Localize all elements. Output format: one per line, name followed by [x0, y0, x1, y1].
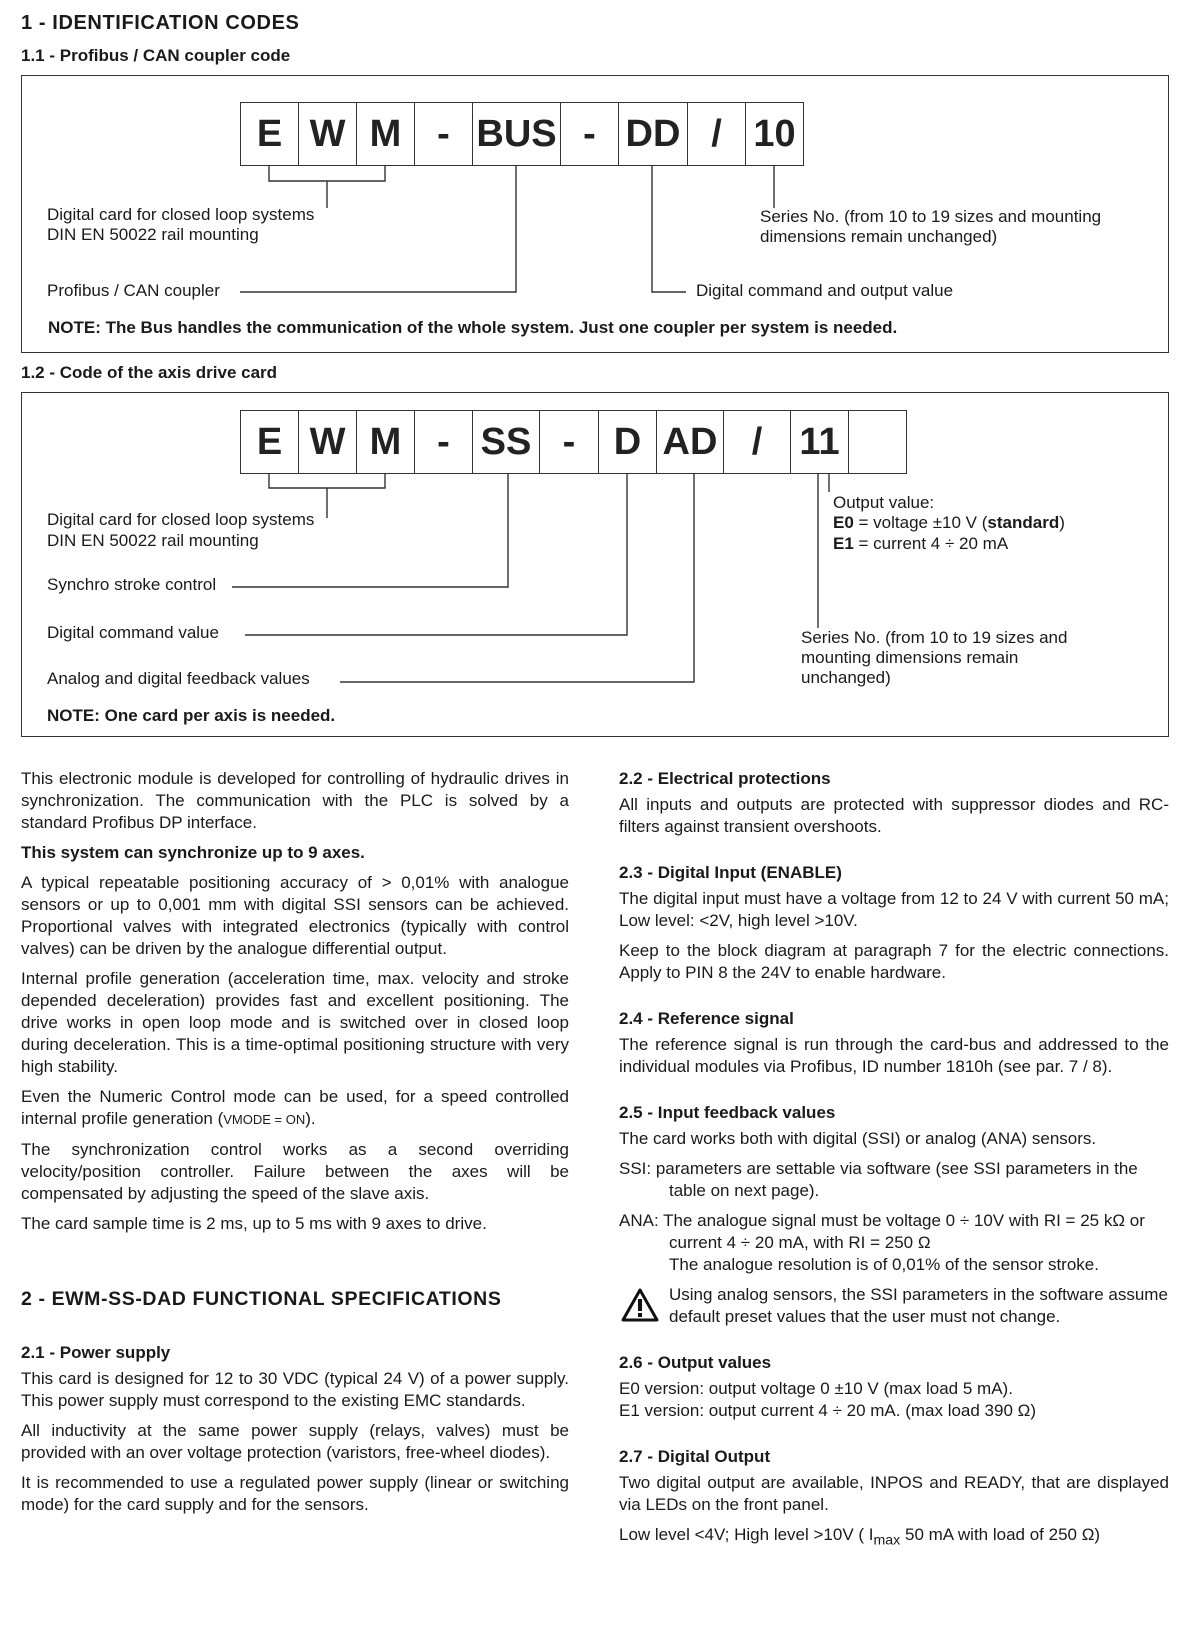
digital-output-levels: Low level <4V; High level >10V ( $I_{max}$ 50 mA with load of 250 Ω): [619, 1525, 1101, 1549]
subsection-1-1-title: 1.1 - Profibus / CAN coupler code: [21, 46, 291, 65]
code-cell: SS: [472, 410, 540, 474]
accuracy-paragraph: A typical repeatable positioning accuracy of > 0,01% with analogue sensors or up to 0,001 mm with digital SSI sensors can be achieved. Proportional valves with integrated electronics (typically with control valves) can be driven by the analogue differential output.: [21, 873, 569, 958]
section-2-3-title: 2.3 - Digital Input (ENABLE): [619, 863, 842, 882]
profile-paragraph: Internal profile generation (acceleration time, max. velocity and stroke depended deceleration) provides fast and excellent positioning. The drive works in open loop mode and is switched over in closed loop during deceleration. This is a time-optimal positioning structure with very high stability.: [21, 969, 569, 1076]
label-digital-card: Digital card for closed loop systems: [47, 205, 315, 224]
code-cell: 10: [745, 102, 804, 166]
label-series-no: Series No. (from 10 to 19 sizes and mounting: [760, 207, 1102, 226]
section-2-2-title: 2.2 - Electrical protections: [619, 769, 831, 788]
section-2-7-title: 2.7 - Digital Output: [619, 1447, 771, 1466]
numeric-control-paragraph: Even the Numeric Control mode can be used, for a speed controlled internal profile generation (VMODE = ON).: [21, 1087, 569, 1128]
synchro-paragraph: The synchronization control works as a second overriding velocity/position controller. Failure between the axes will be compensated by adjusting the speed of the slave axis.: [21, 1140, 569, 1203]
label-series-no-cont: mounting dimensions remain: [801, 648, 1019, 667]
code-cell: 11: [790, 410, 849, 474]
feedback-paragraph: The card works both with digital (SSI) or analog (ANA) sensors.: [619, 1129, 1097, 1148]
label-command-output: Digital command and output value: [696, 281, 954, 300]
protections-paragraph: All inputs and outputs are protected with suppressor diodes and RC-filters against transient overshoots.: [619, 795, 1169, 836]
section-2-6-title: 2.6 - Output values: [619, 1353, 772, 1372]
label-profibus-coupler: Profibus / CAN coupler: [47, 281, 220, 300]
code-cell: -: [414, 102, 473, 166]
axes-highlight: This system can synchronize up to 9 axes.: [21, 843, 365, 862]
warning-text: Using analog sensors, the SSI parameters in the software assume default preset values that the user must not change.: [669, 1285, 1168, 1326]
section-2-title: 2 - EWM-SS-DAD FUNCTIONAL SPECIFICATIONS: [21, 1288, 502, 1310]
warning-triangle-icon: [621, 1288, 659, 1322]
label-rail-mounting: DIN EN 50022 rail mounting: [47, 225, 259, 244]
digital-output-paragraph: Two digital output are available, INPOS and READY, that are displayed via LEDs on the front panel.: [619, 1473, 1169, 1514]
output-e1-line: E1 version: output current 4 ÷ 20 mA. (max load 390 Ω): [619, 1401, 1037, 1420]
left-column: [21, 768, 569, 1243]
note-one-card: NOTE: One card per axis is needed.: [47, 706, 336, 725]
code-cell: -: [414, 410, 473, 474]
label-feedback-values: Analog and digital feedback values: [47, 669, 310, 688]
note-bus: NOTE: The Bus handles the communication of the whole system. Just one coupler per system is needed.: [48, 318, 898, 337]
ana-resolution: The analogue resolution is of 0,01% of the sensor stroke.: [669, 1255, 1099, 1274]
code-cell: -: [560, 102, 619, 166]
section-1-title: 1 - IDENTIFICATION CODES: [21, 12, 300, 34]
code-cell: /: [687, 102, 746, 166]
right-column: [619, 768, 1169, 1559]
code-cell: E: [240, 102, 299, 166]
power-paragraph-1: This card is designed for 12 to 30 VDC (typical 24 V) of a power supply. This power supply must correspond to the existing EMC standards.: [21, 1369, 569, 1410]
section-2-5-title: 2.5 - Input feedback values: [619, 1103, 836, 1122]
label-series-no-end: unchanged): [801, 668, 891, 687]
warning-note: [619, 1284, 1169, 1328]
code-cell: M: [356, 102, 415, 166]
code-cell: E: [240, 410, 299, 474]
code-cell: D: [598, 410, 657, 474]
subsection-1-2-title: 1.2 - Code of the axis drive card: [21, 363, 278, 382]
label-synchro-stroke: Synchro stroke control: [47, 575, 217, 594]
label-series-no-cont: dimensions remain unchanged): [760, 227, 998, 246]
code-cell: /: [723, 410, 791, 474]
section-2-1-title: 2.1 - Power supply: [21, 1343, 171, 1362]
section-2-4-title: 2.4 - Reference signal: [619, 1009, 794, 1028]
reference-signal-paragraph: The reference signal is run through the card-bus and addressed to the individual modules via Profibus, ID number 1810h (see par. 7 / 8).: [619, 1035, 1169, 1076]
code-cell: AD: [656, 410, 724, 474]
digital-input-paragraph-1: The digital input must have a voltage from 12 to 24 V with current 50 mA; Low level: <2V, high level >10V.: [619, 889, 1169, 930]
code-cell: BUS: [472, 102, 561, 166]
ssi-item: SSI: parameters are settable via software (see SSI parameters in the table on next page).: [619, 1159, 1138, 1200]
intro-paragraph: This electronic module is developed for controlling of hydraulic drives in synchronization. The communication with the PLC is solved by a standard Profibus DP interface.: [21, 769, 569, 832]
power-supply-section: [21, 1342, 569, 1524]
power-paragraph-2: All inductivity at the same power supply (relays, valves) must be provided with an over voltage protection (varistors, free-wheel diodes).: [21, 1421, 569, 1462]
label-command-value: Digital command value: [47, 623, 219, 642]
label-output-e1: E1 = current 4 ÷ 20 mA: [833, 534, 1009, 553]
code-cell: M: [356, 410, 415, 474]
code-cell: -: [539, 410, 599, 474]
label-output-value: Output value:: [833, 493, 935, 512]
power-paragraph-3: It is recommended to use a regulated power supply (linear or switching mode) for the card supply and for the sensors.: [21, 1473, 569, 1514]
label-rail-mounting: DIN EN 50022 rail mounting: [47, 531, 259, 550]
label-digital-card: Digital card for closed loop systems: [47, 510, 315, 529]
code-cell: W: [298, 102, 357, 166]
code-cell: W: [298, 410, 357, 474]
ana-item: ANA: The analogue signal must be voltage 0 ÷ 10V with RI = 25 kΩ or current 4 ÷ 20 mA, with RI = 250 Ω: [619, 1211, 1145, 1252]
sample-time-paragraph: The card sample time is 2 ms, up to 5 ms with 9 axes to drive.: [21, 1214, 487, 1233]
code-cell: DD: [618, 102, 688, 166]
label-series-no: Series No. (from 10 to 19 sizes and: [801, 628, 1068, 647]
label-output-e0: E0 = voltage ±10 V (standard): [833, 513, 1065, 532]
output-e0-line: E0 version: output voltage 0 ±10 V (max load 5 mA).: [619, 1379, 1013, 1398]
digital-input-paragraph-2: Keep to the block diagram at paragraph 7 for the electric connections. Apply to PIN 8 the 24V to enable hardware.: [619, 941, 1169, 982]
